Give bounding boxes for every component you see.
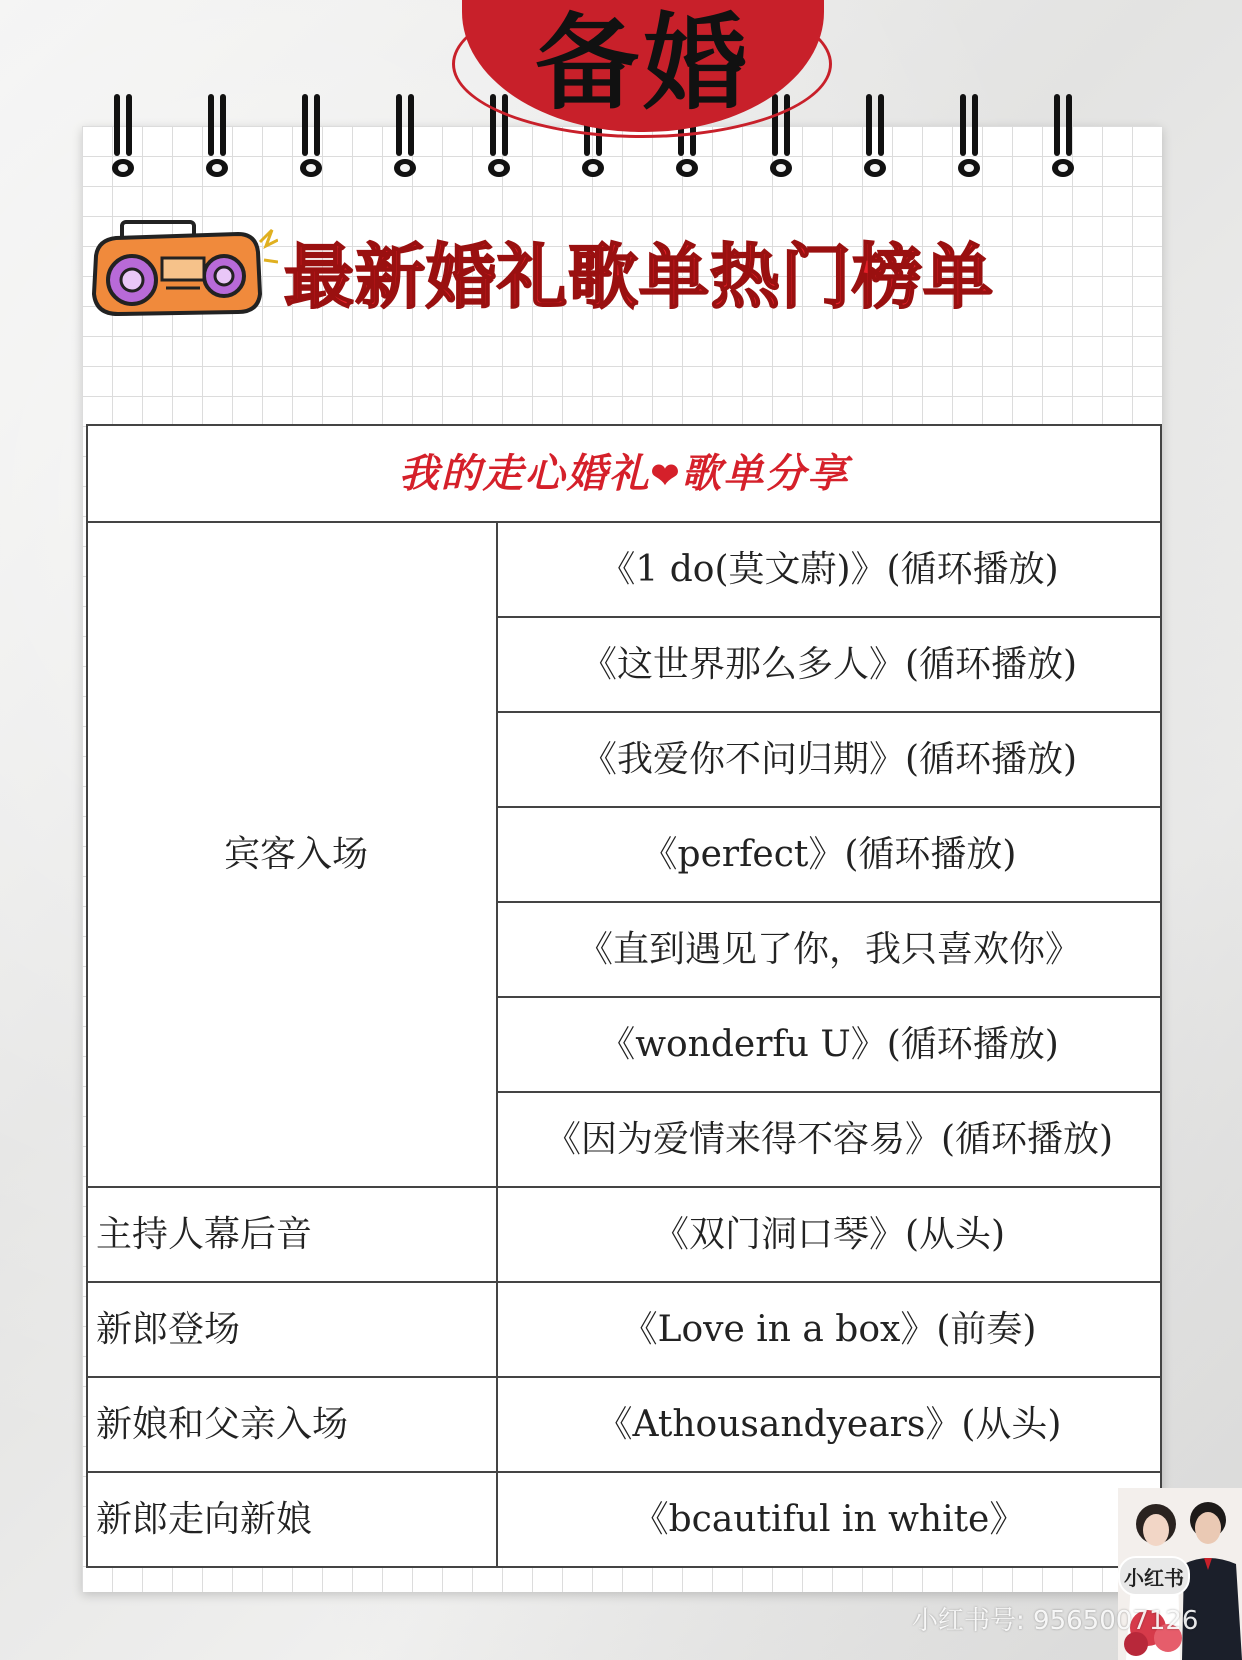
boombox-icon: [88, 216, 278, 326]
spiral-ring: [956, 94, 984, 180]
spiral-ring: [298, 94, 326, 180]
stage-cell: 主持人幕后音: [87, 1187, 497, 1282]
stage-cell: 新郎登场: [87, 1282, 497, 1377]
table-heading-row: [87, 425, 1161, 522]
song-cell: 《我爱你不问归期》(循环播放): [497, 712, 1161, 807]
table-heading: 我的走心婚礼❤歌单分享: [87, 425, 1161, 522]
song-cell: 《perfect》(循环播放): [497, 807, 1161, 902]
spiral-ring: [1050, 94, 1078, 180]
badge-text: 备婚: [534, 2, 751, 124]
song-cell: 《因为爱情来得不容易》(循环播放): [497, 1092, 1161, 1187]
song-table: [86, 424, 1162, 1568]
page-title: 最新婚礼歌单热门榜单: [284, 236, 994, 318]
song-cell: 《这世界那么多人》(循环播放): [497, 617, 1161, 712]
table-row: [87, 1187, 1161, 1282]
song-cell: 《bcautiful in white》: [497, 1472, 1161, 1567]
spiral-ring: [110, 94, 138, 180]
watermark: 小红书号: 9565007126: [912, 1606, 1199, 1636]
table-row: [87, 1282, 1161, 1377]
spiral-ring: [204, 94, 232, 180]
song-cell: 《双门洞口琴》(从头): [497, 1187, 1161, 1282]
song-cell: 《Love in a box》(前奏): [497, 1282, 1161, 1377]
table-row: [87, 522, 1161, 617]
stage-cell: 新娘和父亲入场: [87, 1377, 497, 1472]
xiaohongshu-logo: 小红书: [1118, 1556, 1190, 1596]
stage-cell: 宾客入场: [87, 522, 497, 1187]
spiral-ring: [392, 94, 420, 180]
header: [88, 216, 1148, 326]
spiral-ring: [862, 94, 890, 180]
song-cell: 《1 do(莫文蔚)》(循环播放): [497, 522, 1161, 617]
table-row: [87, 1377, 1161, 1472]
song-cell: 《wonderfu U》(循环播放): [497, 997, 1161, 1092]
song-cell: 《直到遇见了你，我只喜欢你》: [497, 902, 1161, 997]
heart-icon: ❤: [650, 455, 682, 496]
song-cell: 《Athousandyears》(从头): [497, 1377, 1161, 1472]
stage-cell: 新郎走向新娘: [87, 1472, 497, 1567]
table-row: [87, 1472, 1161, 1567]
